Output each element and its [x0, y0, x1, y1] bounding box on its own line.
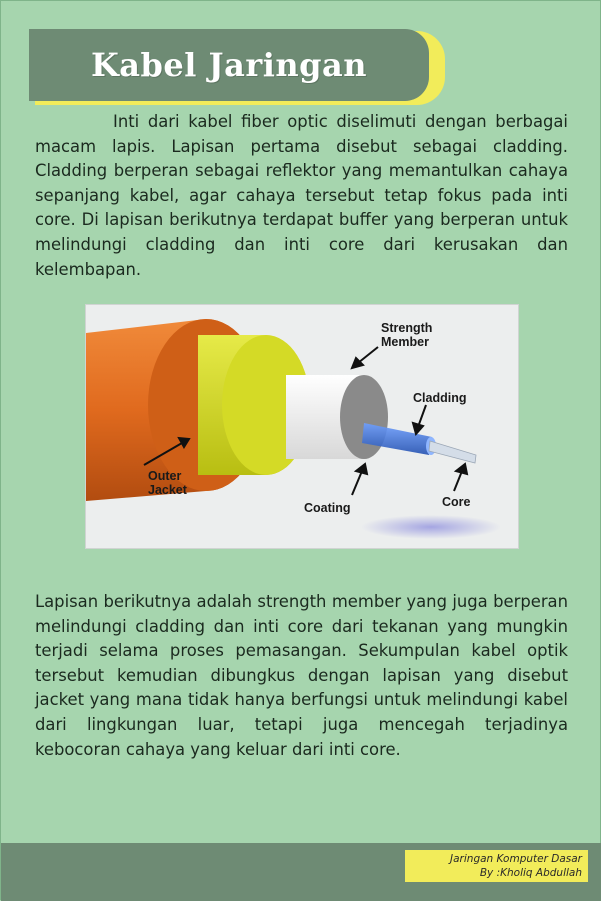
course-name: Jaringan Komputer Dasar [450, 853, 582, 865]
label-cladding: Cladding [413, 391, 467, 405]
fiber-optic-cable-diagram [85, 304, 519, 549]
label-strength-member: Strength Member [381, 321, 433, 349]
second-paragraph: Lapisan berikutnya adalah strength member yang juga berperan melindungi cladding dan inti core dari tekanan yang mungkin terjadi selama proses pemasangan. Sekumpulan kabel optik tersebut kemudian dibungkus dengan lapisan yang disebut jacket yang mana tidak hanya berfungsi untuk melindungi kabel dari lingkungan luar, tetapi juga mencegah terjadinya kebocoran cahaya yang keluar dari inti core. [35, 592, 568, 759]
fiber-cable-illustration [86, 305, 518, 548]
author-name: By :Kholiq Abdullah [479, 867, 582, 879]
intro-paragraph: Inti dari kabel fiber optic diselimuti dengan berbagai macam lapis. Lapisan pertama disebut sebagai cladding. Cladding berperan sebagai reflektor yang memantulkan cahaya sepanjang kabel, agar cahaya tersebut tetap fokus pada inti core. Di lapisan berikutnya terdapat buffer yang berperan untuk melindungi cladding dan inti core dari kerusakan dan kelembapan. [35, 112, 568, 279]
credit-box [405, 850, 588, 882]
label-outer-jacket: Outer Jacket [148, 469, 187, 497]
page-title: Kabel Jaringan [90, 46, 368, 84]
label-coating: Coating [304, 501, 351, 515]
cable-shadow [361, 515, 501, 539]
label-core: Core [442, 495, 471, 509]
title-banner [29, 29, 429, 101]
core-layer [429, 441, 476, 463]
